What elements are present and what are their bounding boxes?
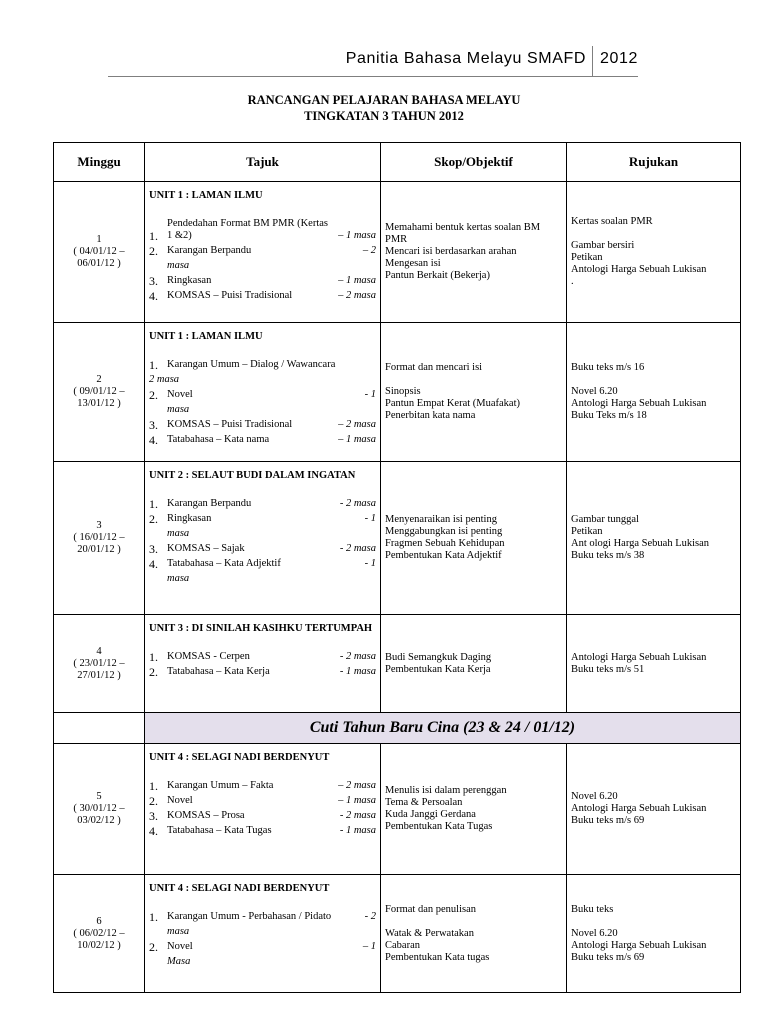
reference-line [571, 374, 736, 386]
reference-line: Gambar tunggal [571, 514, 639, 525]
topic-list [149, 218, 376, 302]
scope-line: Sinopsis [385, 386, 421, 397]
scope-line: Cabaran [385, 939, 420, 951]
list-item [149, 513, 376, 525]
list-item [149, 275, 376, 287]
reference-line: Ant ologi Harga Sebuah Lukisan [571, 538, 710, 549]
topic-duration: – 1 masa [338, 434, 376, 445]
page-header [108, 44, 638, 77]
list-item [149, 825, 376, 837]
unit-title: UNIT 1 : LAMAN ILMU [149, 190, 263, 201]
scope-line: Fragmen Sebuah Kehidupan [385, 538, 505, 549]
list-item [149, 558, 376, 570]
week-cell [54, 744, 145, 875]
reference-line: Buku teks m/s 69 [571, 951, 645, 963]
reference-line: Antologi Harga Sebuah Lukisan [571, 398, 707, 409]
list-item [149, 651, 376, 663]
reference-cell [567, 615, 741, 713]
header-separator [592, 46, 593, 76]
scope-line: Tema & Persoalan [385, 797, 463, 808]
reference-line: Buku Teks m/s 18 [571, 410, 647, 421]
topic-number: 3. [149, 809, 158, 823]
week-cell [54, 462, 145, 615]
topic-text: Novel [167, 795, 193, 806]
list-item [149, 666, 376, 678]
document-title: RANCANGAN PELAJARAN BAHASA MELAYU [247, 93, 521, 107]
reference-line: Buku teks m/s 69 [571, 815, 645, 826]
topic-duration: - 2 [364, 911, 376, 922]
scope-line: Menggabungkan isi penting [385, 526, 503, 537]
column-header-rujukan: Rujukan [567, 143, 741, 182]
document-subtitle: TINGKATAN 3 TAHUN 2012 [304, 109, 464, 123]
topic-cell [145, 744, 381, 875]
reference-line: . [571, 276, 574, 287]
reference-line: Petikan [571, 252, 603, 263]
topic-duration: - 1 masa [339, 666, 376, 677]
reference-line: Buku teks m/s 16 [571, 362, 645, 373]
topic-duration: – 2 [362, 245, 376, 256]
topic-text: Karangan Berpandu [167, 245, 252, 256]
topic-number: 1. [149, 650, 158, 664]
topic-text: KOMSAS – Prosa [167, 810, 245, 821]
topic-list [149, 359, 376, 446]
topic-duration-continued: masa [167, 260, 190, 271]
holiday-spacer-cell [54, 713, 145, 744]
scope-line: Menulis isi dalam perenggan [385, 785, 507, 796]
topic-duration-continued: masa [167, 404, 190, 415]
topic-number: 2. [149, 244, 158, 258]
reference-cell [567, 462, 741, 615]
topic-number: 1. [149, 358, 158, 372]
header-year: 2012 [600, 50, 638, 67]
topic-text: Ringkasan [167, 275, 212, 286]
reference-cell [567, 323, 741, 462]
week-number: 6 [96, 915, 102, 927]
week-cell [54, 615, 145, 713]
topic-duration: – 2 masa [338, 419, 376, 430]
list-item [149, 245, 376, 257]
topic-text: Tatabahasa – Kata Adjektif [167, 558, 281, 569]
list-item [149, 543, 376, 555]
topic-cell [145, 615, 381, 713]
topic-duration: - 2 masa [339, 810, 376, 821]
topic-duration: - 1 masa [339, 825, 376, 836]
scope-line: Format dan mencari isi [385, 362, 483, 373]
topic-text: KOMSAS - Cerpen [167, 651, 250, 662]
table-row [54, 323, 741, 462]
lesson-plan-table [53, 142, 741, 993]
topic-number: 1. [149, 497, 158, 511]
scope-cell [381, 462, 567, 615]
topic-text: KOMSAS – Puisi Tradisional [167, 419, 293, 430]
reference-line: Petikan [571, 526, 603, 537]
topic-text: Tatabahasa – Kata nama [167, 434, 270, 445]
topic-text: KOMSAS – Sajak [167, 543, 245, 554]
topic-cell [145, 462, 381, 615]
topic-duration: – 1 [362, 941, 376, 952]
topic-number: 1. [149, 229, 158, 243]
topic-text: KOMSAS – Puisi Tradisional [167, 290, 293, 301]
topic-number: 2. [149, 665, 158, 679]
scope-line: Mengesan isi [385, 258, 441, 269]
week-date-range: ( 06/02/12 – 10/02/12 ) [73, 927, 125, 951]
reference-line: Kertas soalan PMR [571, 216, 653, 227]
week-date-range: ( 04/01/12 – 06/01/12 ) [73, 246, 125, 269]
table-body [54, 182, 741, 993]
column-header-minggu: Minggu [54, 143, 145, 182]
topic-text: Karangan Umum – Fakta [167, 780, 274, 791]
topic-number: 3. [149, 418, 158, 432]
list-item [149, 795, 376, 807]
week-number: 2 [96, 374, 102, 385]
scope-line: Memahami bentuk kertas soalan BM PMR [385, 222, 541, 245]
topic-duration-continued: masa [167, 573, 190, 584]
reference-line: Antologi Harga Sebuah Lukisan [571, 651, 707, 663]
week-cell [54, 182, 145, 323]
reference-line: Gambar bersiri [571, 240, 635, 251]
list-item [149, 359, 376, 371]
week-date-range: ( 23/01/12 – 27/01/12 ) [73, 657, 125, 681]
topic-text: Ringkasan [167, 513, 212, 524]
topic-number: 1. [149, 779, 158, 793]
topic-text: Novel [167, 389, 193, 400]
list-item [149, 498, 376, 510]
topic-duration-continued: 2 masa [149, 374, 180, 385]
topic-duration: - 2 masa [339, 543, 376, 554]
topic-number: 2. [149, 388, 158, 402]
topic-duration-continued: masa [167, 926, 190, 937]
topic-duration-continued: Masa [167, 956, 191, 967]
list-item [149, 218, 376, 242]
scope-line: Pembentukan Kata Kerja [385, 663, 491, 675]
table-row [54, 875, 741, 993]
unit-title: UNIT 4 : SELAGI NADI BERDENYUT [149, 752, 330, 763]
scope-line: Menyenaraikan isi penting [385, 514, 497, 525]
topic-duration: – 2 masa [338, 780, 376, 791]
table-row [54, 462, 741, 615]
unit-title: UNIT 2 : SELAUT BUDI DALAM INGATAN [149, 470, 356, 481]
topic-duration: - 2 masa [339, 498, 376, 509]
topic-number: 2. [149, 940, 158, 954]
week-number: 1 [96, 234, 102, 245]
topic-number: 4. [149, 289, 158, 303]
column-header-skop: Skop/Objektif [381, 143, 567, 182]
holiday-banner: Cuti Tahun Baru Cina (23 & 24 / 01/12) [145, 713, 741, 744]
topic-number: 1. [149, 910, 158, 924]
topic-list [149, 911, 376, 968]
column-header-tajuk: Tajuk [145, 143, 381, 182]
topic-text: Novel [167, 941, 193, 952]
topic-duration: - 1 [364, 513, 376, 524]
unit-title: UNIT 3 : DI SINILAH KASIHKU TERTUMPAH [149, 623, 373, 634]
unit-title: UNIT 4 : SELAGI NADI BERDENYUT [149, 883, 330, 894]
reference-line: Buku teks m/s 38 [571, 550, 645, 561]
topic-text: Tatabahasa – Kata Kerja [167, 666, 270, 677]
list-item [149, 290, 376, 302]
topic-text: Karangan Berpandu [167, 498, 252, 509]
scope-line: Penerbitan kata nama [385, 410, 476, 421]
reference-line: Buku teks [571, 903, 614, 915]
reference-cell [567, 744, 741, 875]
topic-number: 3. [149, 542, 158, 556]
table-header-row [54, 143, 741, 182]
reference-line: Antologi Harga Sebuah Lukisan [571, 939, 707, 951]
scope-cell [381, 744, 567, 875]
topic-duration: - 2 masa [339, 651, 376, 662]
topic-cell [145, 182, 381, 323]
scope-line: Pembentukan Kata Adjektif [385, 550, 502, 561]
scope-cell [381, 182, 567, 323]
scope-line: Format dan penulisan [385, 903, 476, 915]
topic-number: 3. [149, 274, 158, 288]
week-number: 4 [96, 645, 102, 657]
list-item [149, 419, 376, 431]
scope-line: Mencari isi berdasarkan arahan [385, 246, 517, 257]
scope-line: Pembentukan Kata Tugas [385, 821, 493, 832]
table-row [54, 182, 741, 323]
scope-line: Watak & Perwatakan [385, 927, 474, 939]
reference-line: Antologi Harga Sebuah Lukisan [571, 264, 707, 275]
scope-line [385, 374, 562, 386]
reference-line: Novel 6.20 [571, 386, 618, 397]
topic-duration: – 1 masa [338, 275, 376, 286]
scope-line [385, 916, 562, 928]
topic-duration-continued: masa [167, 528, 190, 539]
list-item [149, 780, 376, 792]
reference-cell [567, 875, 741, 993]
reference-line: Antologi Harga Sebuah Lukisan [571, 803, 707, 814]
week-cell [54, 875, 145, 993]
topic-list [149, 651, 376, 678]
reference-line: Novel 6.20 [571, 927, 618, 939]
topic-text: Karangan Umum – Dialog / Wawancara [167, 359, 336, 370]
list-item [149, 434, 376, 446]
reference-cell [567, 182, 741, 323]
topic-number: 4. [149, 557, 158, 571]
topic-duration: – 1 masa [338, 230, 376, 241]
topic-duration: - 1 [364, 389, 376, 400]
scope-line: Pantun Berkait (Bekerja) [385, 270, 490, 281]
list-item [149, 941, 376, 953]
topic-cell [145, 323, 381, 462]
scope-cell [381, 615, 567, 713]
week-date-range: ( 09/01/12 – 13/01/12 ) [73, 386, 125, 409]
topic-duration: – 1 masa [338, 795, 376, 806]
week-date-range: ( 30/01/12 – 03/02/12 ) [73, 803, 125, 826]
table-row [54, 615, 741, 713]
list-item [149, 810, 376, 822]
topic-duration: - 1 [364, 558, 376, 569]
reference-line: Buku teks m/s 51 [571, 663, 645, 675]
topic-text: Tatabahasa – Kata Tugas [167, 825, 272, 836]
reference-line: Novel 6.20 [571, 791, 618, 802]
week-number: 3 [96, 520, 102, 531]
scope-line: Pantun Empat Kerat (Muafakat) [385, 398, 520, 409]
week-date-range: ( 16/01/12 – 20/01/12 ) [73, 532, 125, 555]
topic-text: Pendedahan Format BM PMR (Kertas 1 &2) [167, 218, 328, 241]
reference-line [571, 228, 736, 240]
week-number: 5 [96, 791, 102, 802]
scope-line: Budi Semangkuk Daging [385, 651, 492, 663]
table-row [54, 744, 741, 875]
list-item [149, 911, 376, 923]
list-item [149, 389, 376, 401]
topic-number: 2. [149, 512, 158, 526]
unit-title: UNIT 1 : LAMAN ILMU [149, 331, 263, 342]
topic-cell [145, 875, 381, 993]
holiday-row [54, 713, 741, 744]
topic-duration: – 2 masa [338, 290, 376, 301]
topic-list [149, 780, 376, 837]
topic-number: 4. [149, 433, 158, 447]
week-cell [54, 323, 145, 462]
reference-line [571, 916, 736, 928]
topic-text: Karangan Umum - Perbahasan / Pidato [167, 911, 332, 922]
scope-cell [381, 323, 567, 462]
topic-number: 4. [149, 824, 158, 838]
scope-cell [381, 875, 567, 993]
header-org: Panitia Bahasa Melayu SMAFD [345, 50, 586, 67]
topic-list [149, 498, 376, 585]
scope-line: Pembentukan Kata tugas [385, 951, 490, 963]
topic-number: 2. [149, 794, 158, 808]
scope-line: Kuda Janggi Gerdana [385, 809, 476, 820]
